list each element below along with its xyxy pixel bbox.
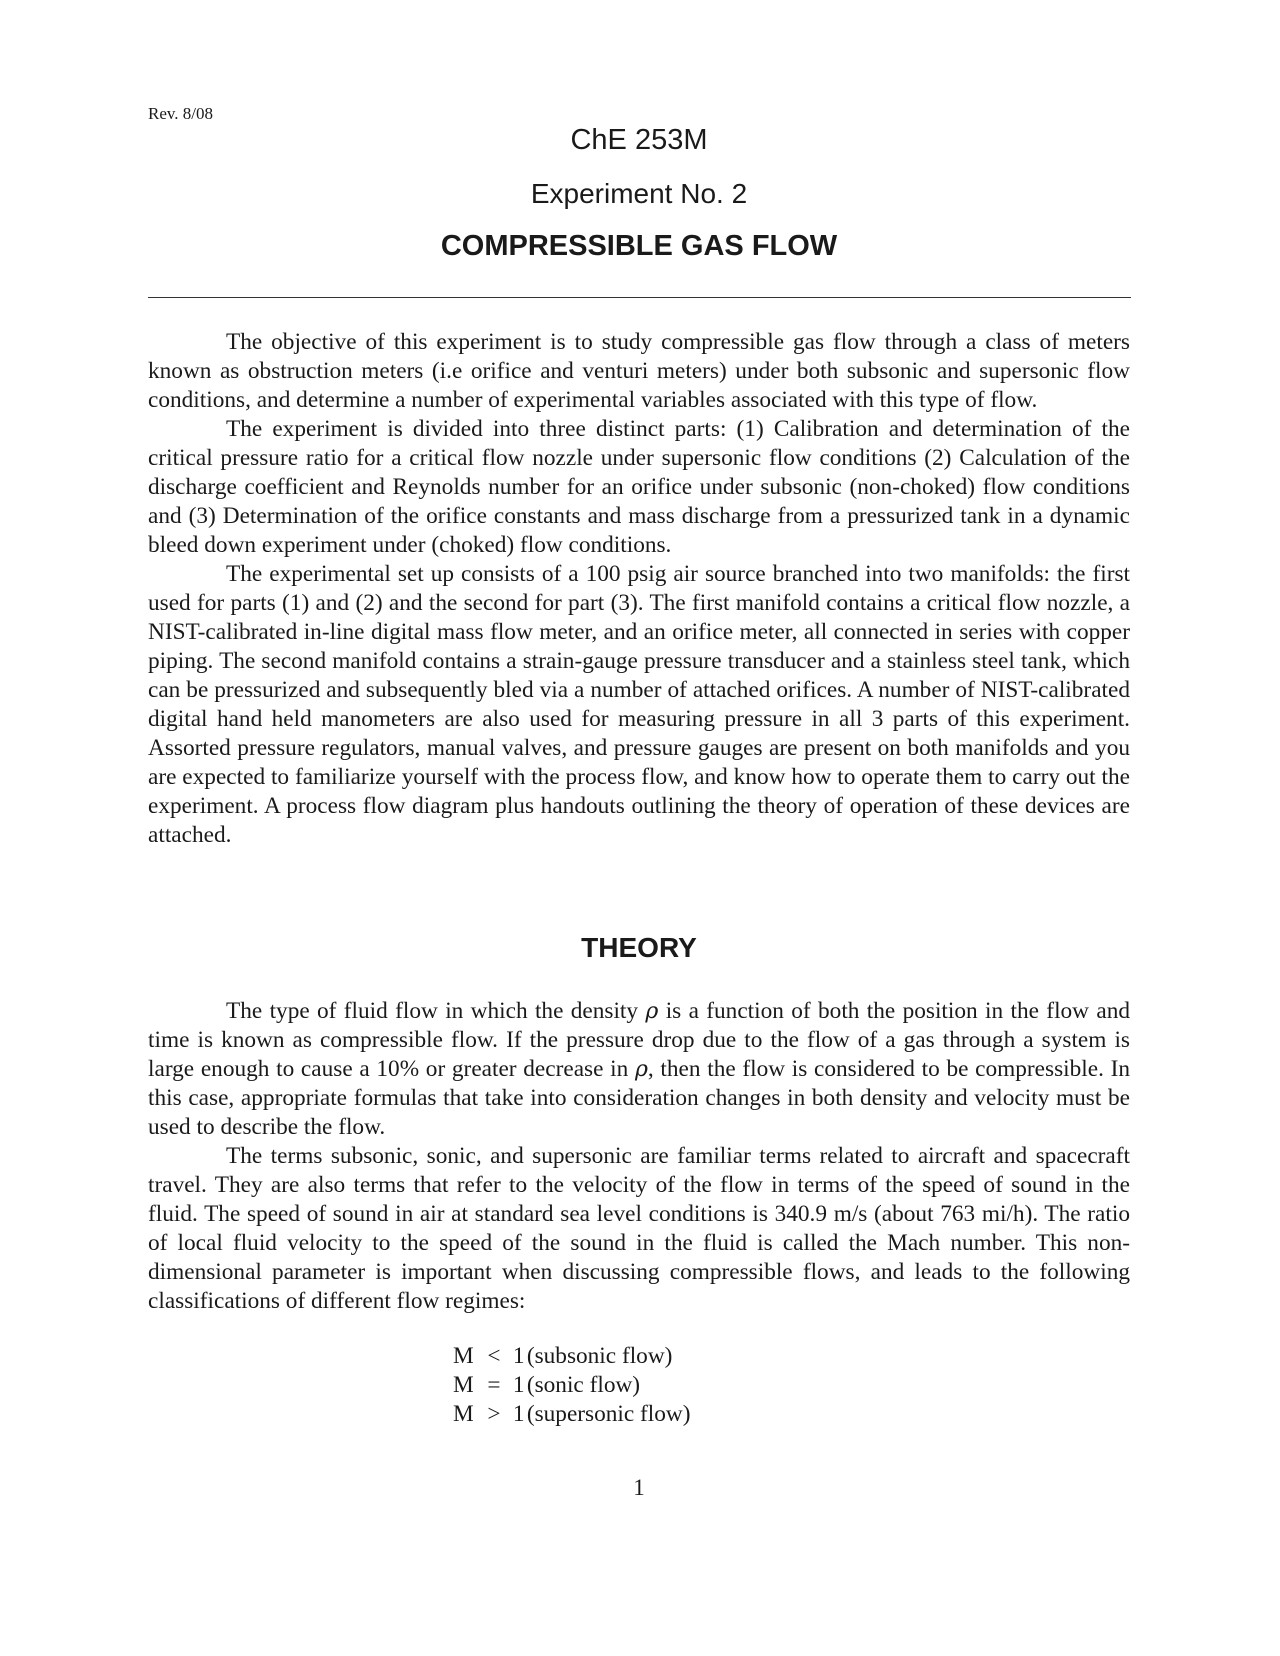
mach-operator: > — [487, 1401, 501, 1427]
mach-value: 1 — [512, 1343, 525, 1369]
title-divider — [148, 297, 1131, 298]
mach-regime-sonic — [453, 1371, 691, 1400]
mach-symbol: M — [453, 1372, 474, 1398]
theory-paragraph-density — [148, 997, 1130, 1142]
theory-paragraph-mach: The terms subsonic, sonic, and supersonic are familiar terms related to aircraft and spacecraft travel. They are also terms that refer to the velocity of the flow in terms of the speed of sound in the fluid. The speed of sound in air at standard sea level conditions is 340.9 m/s (about 763 mi/h). The ratio of local fluid velocity to the speed of the sound in the fluid is called the Mach number. This non-dimensional parameter is important when discussing compressible flows, and leads to the following classifications of different flow regimes: — [148, 1143, 1130, 1314]
theory-text-1: The type of fluid flow in which the density — [226, 998, 646, 1024]
mach-value: 1 — [512, 1401, 525, 1427]
mach-operator: = — [487, 1372, 501, 1398]
document-title: COMPRESSIBLE GAS FLOW — [440, 230, 838, 262]
revision-label: Rev. 8/08 — [148, 104, 214, 123]
page-number: 1 — [633, 1475, 645, 1500]
mach-symbol: M — [453, 1343, 474, 1369]
rho-symbol: ρ — [634, 1057, 648, 1082]
theory-heading: THEORY — [581, 932, 697, 963]
theory-text-3: , then the flow is considered to be compressible. In this case, appropriate formulas that take into consideration changes in both density and velocity must be used to describe the flow. — [148, 1056, 1130, 1140]
mach-label: (subsonic flow) — [526, 1343, 673, 1369]
course-title: ChE 253M — [570, 124, 708, 156]
intro-paragraph-setup: The experimental set up consists of a 100 psig air source branched into two manifolds: the first used for parts (1) and (2) and the second for part (3). The first manifold contains a critical flow nozzle, a NIST-calibrated in-line digital mass flow meter, and an orifice meter, all connected in series with copper piping. The second manifold contains a strain-gauge pressure transducer and a stainless steel tank, which can be pressurized and subsequently bled via a number of attached orifices. A number of NIST-calibrated digital hand held manometers are also used for measuring pressure in all 3 parts of this experiment. Assorted pressure regulators, manual valves, and pressure gauges are present on both manifolds and you are expected to familiarize yourself with the process flow, and know how to operate them to carry out the experiment. A process flow diagram plus handouts outlining the theory of operation of these devices are attached. — [148, 561, 1130, 848]
intro-paragraph-objective: The objective of this experiment is to study compressible gas flow through a class of meters known as obstruction meters (i.e orifice and venturi meters) under both subsonic and supersonic flow conditions, and determine a number of experimental variables associated with this type of flow. — [148, 329, 1130, 413]
mach-label: (supersonic flow) — [526, 1401, 691, 1427]
intro-section — [148, 328, 1130, 850]
mach-regimes-list — [453, 1342, 691, 1429]
mach-regime-supersonic — [453, 1400, 691, 1429]
mach-operator: < — [487, 1343, 501, 1369]
intro-paragraph-parts: The experiment is divided into three distinct parts: (1) Calibration and determination of the critical pressure ratio for a critical flow nozzle under supersonic flow conditions (2) Calculation of the discharge coefficient and Reynolds number for an orifice under subsonic (non-choked) flow conditions and (3) Determination of the orifice constants and mass discharge from a pressurized tank in a dynamic bleed down experiment under (choked) flow conditions. — [148, 416, 1130, 558]
theory-section — [148, 997, 1130, 1316]
mach-regime-subsonic — [453, 1342, 691, 1371]
experiment-number: Experiment No. 2 — [530, 178, 748, 209]
rho-symbol: ρ — [645, 999, 659, 1024]
mach-label: (sonic flow) — [526, 1372, 641, 1398]
mach-symbol: M — [453, 1401, 474, 1427]
mach-value: 1 — [512, 1372, 525, 1398]
theory-text-2: is a function of both the position in the flow and time is known as compressible flow. If the pressure drop due to the flow of a gas through a system is large enough to cause a 10% or greater decrease in — [148, 998, 1130, 1082]
